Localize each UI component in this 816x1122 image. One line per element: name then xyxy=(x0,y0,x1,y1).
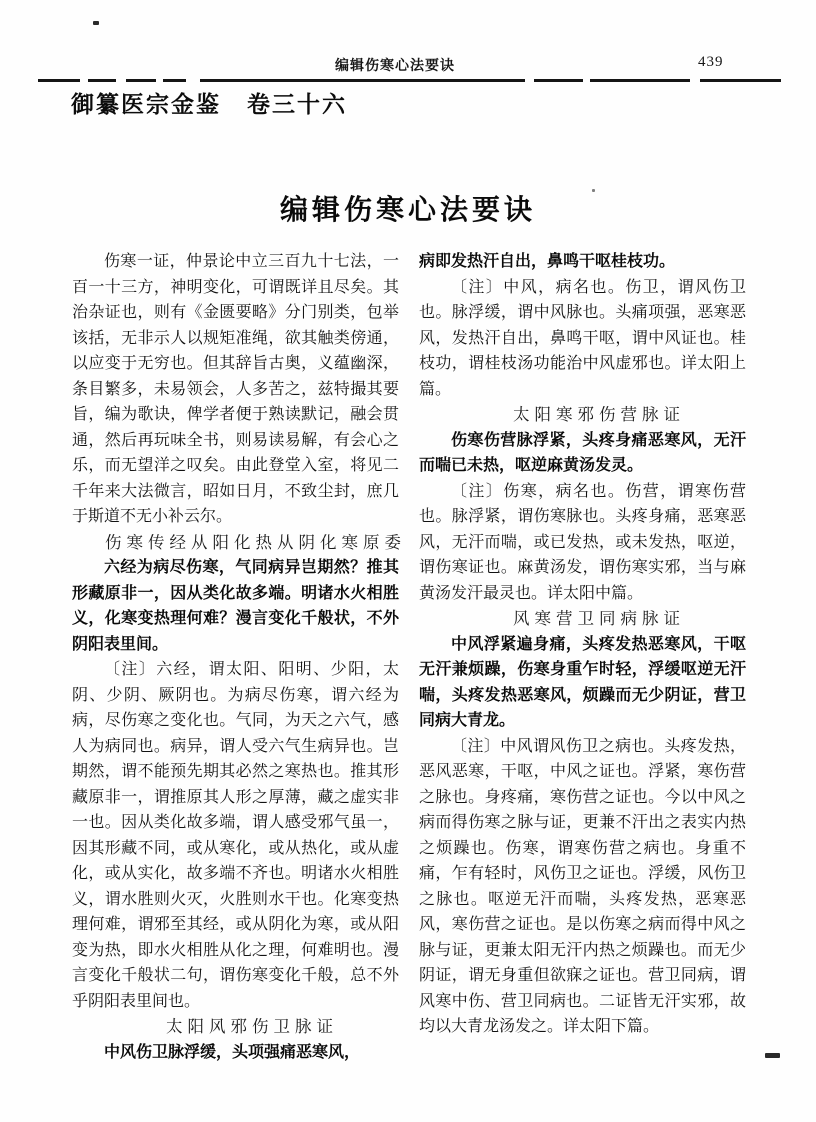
note-six-channels: 〔注〕六经，谓太阳、阳明、少阳，太阴、少阴、厥阴也。为病尽伤寒，谓六经为病，尽伤寒之变化也。气同，为天之六气，感人为病同也。病异，谓人受六气生病异也。岂期然，谓不能预先期其必然之寒热也。推其形藏原非一，谓推原其人形之厚薄，藏之虚实非一也。因从类化故多端，谓人感受邪气虽一，因其形藏不同，或从寒化，或从热化，或从虚化，或从实化，故多端不齐也。明诸水火相胜义，谓水胜则火灭，火胜则水干也。化寒变热理何难，谓邪至其经，或从阴化为寒，或从阳变为热，即水火相胜从化之理，何难明也。漫言变化千般状二句，谓伤寒变化千般，总不外乎阴阳表里间也。 xyxy=(72,661,399,1010)
volume-label: 卷三十六 xyxy=(247,92,347,117)
note-cold-damage: 〔注〕伤寒，病名也。伤营，谓寒伤营也。脉浮紧，谓伤寒脉也。头疼身痛，恶寒恶风，无汗而喘，或已发热，或未发热，呕逆，谓伤寒证也。麻黄汤发，谓伤寒实邪，当与麻黄汤发汗最灵也。详太阳中篇。 xyxy=(419,482,746,602)
scan-speck xyxy=(93,21,99,25)
note-ying-wei: 〔注〕中风谓风伤卫之病也。头疼发热，恶风恶寒，干呕，中风之证也。浮紧，寒伤营之脉也。身疼痛，寒伤营之证也。今以中风之病而得伤寒之脉与证，更兼不汗出之表实内热之烦躁也。伤寒，谓寒伤营之病也。身重不痛，乍有轻时，风伤卫之证也。浮缓，风伤卫之脉也。呕逆无汗而喘，头疼发热，恶寒恶风，寒伤营之证也。是以伤寒之病而得中风之脉与证，更兼太阳无汗内热之烦躁也。而无少阴证，谓无身重但欲寐之证也。营卫同病，谓风寒中伤、营卫同病也。二证皆无汗实邪，故均以大青龙汤发之。详太阳下篇。 xyxy=(419,737,746,1035)
right-column xyxy=(419,249,746,1040)
masthead xyxy=(71,86,347,119)
chapter-title: 编辑伤寒心法要诀 xyxy=(279,195,536,226)
verse-ying-wei: 中风浮紧遍身痛，头疼发热恶寒风，干呕无汗兼烦躁，伤寒身重乍时轻，浮缓呕逆无汗喘，头疼发热恶寒风，烦躁而无少阴证，营卫同病大青龙。 xyxy=(419,635,746,729)
note-wind-strike: 〔注〕中风，病名也。伤卫，谓风伤卫也。脉浮缓，谓中风脉也。头痛项强，恶寒恶风，发热汗自出，鼻鸣干呕，谓中风证也。桂枝功，谓桂枝汤功能治中风虚邪也。详太阳上篇。 xyxy=(419,278,746,398)
book-title: 御纂医宗金鉴 xyxy=(71,92,221,117)
scan-speck xyxy=(592,189,595,192)
verse-wind-strike-start: 中风伤卫脉浮缓，头项强痛恶寒风， xyxy=(104,1043,361,1061)
section-heading-taiyang-cold: 太阳寒邪伤营脉证 xyxy=(513,405,685,424)
scan-smudge xyxy=(765,1053,780,1058)
section-heading-ying-wei: 风寒营卫同病脉证 xyxy=(513,609,685,628)
verse-cold-damage: 伤寒伤营脉浮紧，头疼身痛恶寒风，无汗而喘已未热，呕逆麻黄汤发灵。 xyxy=(419,431,746,474)
section-heading-transmission: 伤寒传经从阳化热从阴化寒原委 xyxy=(105,532,406,552)
running-header: 编辑伤寒心法要诀 xyxy=(335,59,455,74)
header-divider xyxy=(38,79,781,82)
intro-paragraph: 伤寒一证，仲景论中立三百九十七法，一百一十三方，神明变化，可谓既详且尽矣。其治杂证也，则有《金匮要略》分门别类，包举该括，无非示人以规矩准绳，欲其触类傍通，以应变于无穷也。但其辞旨古奥，义蕴幽深，条目繁多，未易领会，人多苦之，兹特撮其要旨，编为歌诀，俾学者便于熟读默记，融会贯通，然后再玩味全书，则易读易解，有会心之乐，而无望洋之叹矣。由此登堂入室，将见二千年来大法微言，昭如日月，不致尘封，庶几于斯道不无小补云尔。 xyxy=(72,253,399,525)
verse-wind-strike-end: 病即发热汗自出，鼻鸣干呕桂枝功。 xyxy=(419,253,676,270)
left-column xyxy=(72,249,406,1065)
page-number: 439 xyxy=(698,54,724,70)
verse-six-channels: 六经为病尽伤寒，气同病异岂期然？推其形藏原非一，因从类化故多端。明诸水火相胜义，化寒变热理何难？漫言变化千般状，不外阴阳表里间。 xyxy=(72,559,399,653)
section-heading-taiyang-wind: 太阳风邪伤卫脉证 xyxy=(166,1017,338,1036)
